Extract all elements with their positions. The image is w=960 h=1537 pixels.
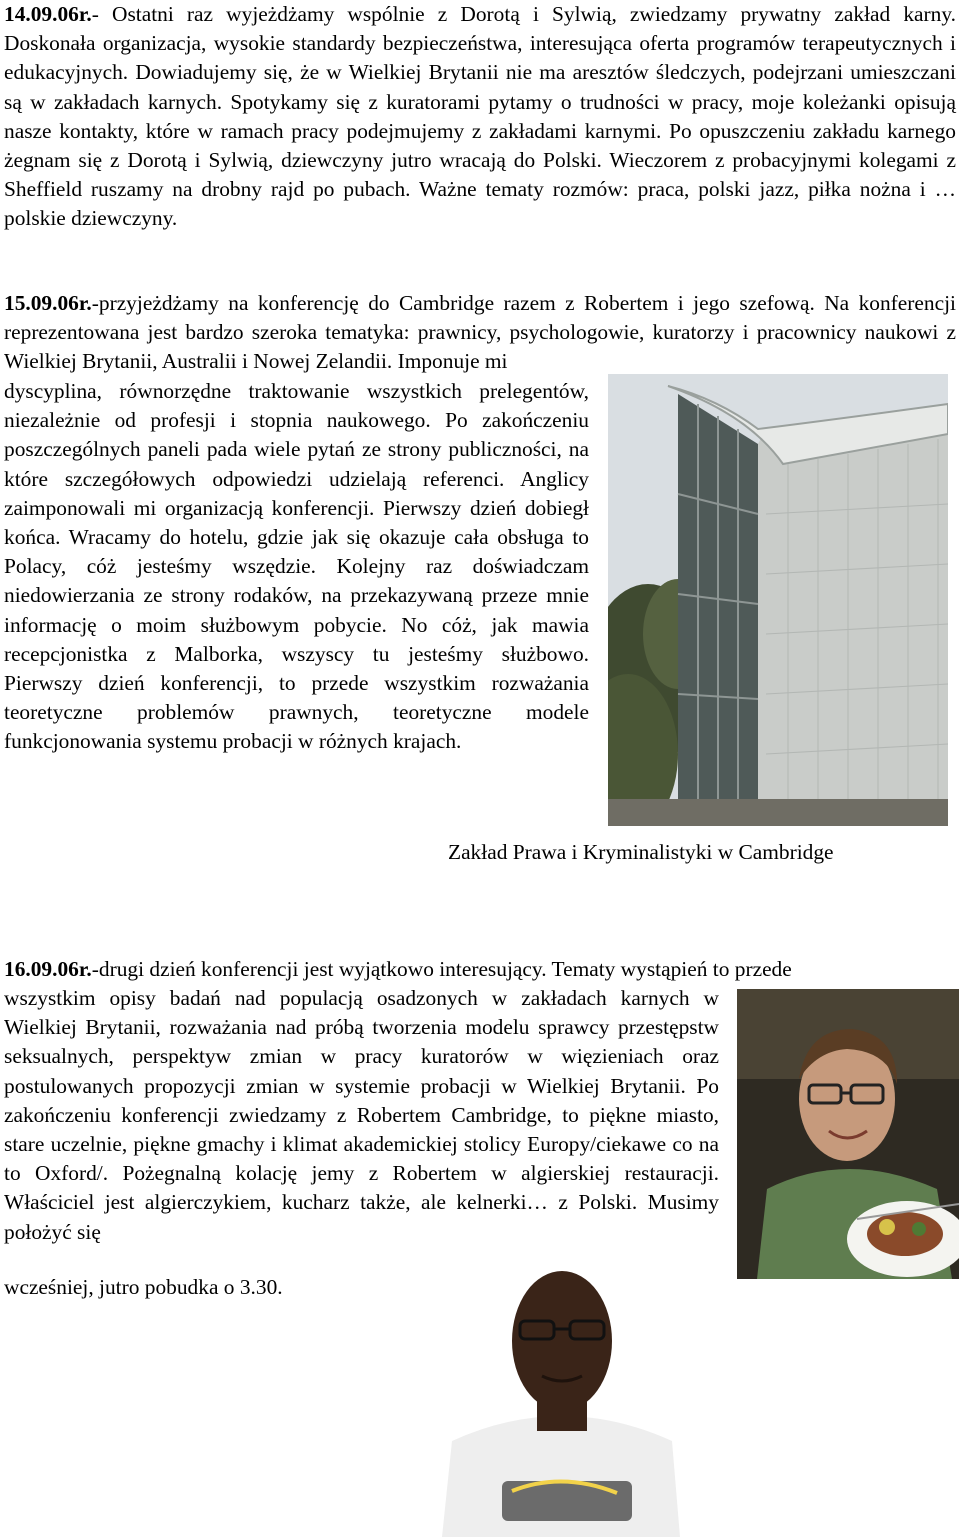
entry-16-09-continued	[4, 984, 719, 1247]
entry-date: 16.09.06r.	[4, 957, 92, 981]
entry-text: - Ostatni raz wyjeżdżamy wspólnie z Dorotą i Sylwią, zwiedzamy prywatny zakład karny. Doskonała organizacja, wysokie standardy bezpieczeństwa, interesująca oferta programów terapeutycznych i edukacyjnych. Dowiadujemy się, że w Wielkiej Brytanii nie ma aresztów śledczych, podejrzani umieszczani są w zakładach karnych. Spotykamy się z kuratorami pytamy o trudności w pracy, moje koleżanki opisują nasze kontakty, które w ramach pracy podejmujemy z zakładami karnymi. Po opuszczeniu zakładu karnego żegnam się z Dorotą i Sylwią, dziewczyny jutro wracają do Polski. Wieczorem z probacyjnymi kolegami z Sheffield ruszamy na drobny rajd po pubach. Ważne tematy rozmów: praca, polski jazz, piłka nożna i … polskie dziewczyny.	[4, 2, 956, 231]
entry-text: -drugi dzień konferencji jest wyjątkowo interesujący. Tematy wystąpień to przede	[91, 957, 792, 981]
entry-date: 14.09.06r.	[4, 2, 92, 26]
person-portrait-photo	[442, 1241, 680, 1537]
entry-date: 15.09.06r.	[4, 291, 92, 315]
entry-16-09	[4, 955, 956, 984]
entry-text-continued: dyscyplina, równorzędne traktowanie wszystkich prelegentów, niezależnie od profesji i stopnia naukowego. Po zakończeniu poszczególnych paneli pada wiele pytań ze strony publiczności, na które szczegółowych odpowiedzi udzielają referenci. Anglicy zaimponowali mi organizacją konferencji. Pierwszy dzień dobiegł końca. Wracamy do hotelu, gdzie jak się okazuje cała obsługa to Polacy, cóż jesteśmy wszędzie. Kolejny raz doświadczam niedowierzania ze strony rodaków, na przekazywaną przeze mnie informację o moim służbowym pobycie. No cóż, jak mawia recepcjonistka z Malborka, wszyscy tu jesteśmy służbowo. Pierwszy dzień konferencji, to przede wszystkim rozważania teoretyczne problemów prawnych, teoretyczne modele funkcjonowania systemu probacji w różnych krajach.	[4, 379, 589, 754]
entry-14-09	[4, 0, 956, 234]
entry-text: -przyjeżdżamy na konferencję do Cambridge razem z Robertem i jego szefową. Na konferencji reprezentowana jest bardzo szeroka tematyka: prawnicy, psychologowie, kuratorzy i pracownicy naukowi z Wielkiej Brytanii, Australii i Nowej Zelandii. Imponuje mi	[4, 291, 956, 374]
building-photo	[608, 374, 948, 826]
photo-caption: Zakład Prawa i Kryminalistyki w Cambridge	[448, 840, 834, 864]
entry-15-09	[4, 289, 956, 377]
entry-text-continued: wszystkim opisy badań nad populacją osadzonych w zakładach karnych w Wielkiej Brytanii, rozważania nad próbą tworzenia modelu sprawcy przestępstw seksualnych, perspektyw zmian w pracy kuratorów w więzieniach oraz postulowanych propozycji zmian w systemie probacji w Wielkiej Brytanii. Po zakończeniu konferencji zwiedzamy z Robertem Cambridge, to piękne miasto, stare uczelnie, piękne gmachy i klimat akademickiej stolicy Europy/ciekawe co na to Oxford/. Pożegnalną kolację jemy z Robertem w algierskiej restauracji. Właściciel jest algierczykiem, kucharz także, ale kelnerki… z Polski. Musimy położyć się	[4, 986, 719, 1244]
entry-16-09-end	[4, 1273, 434, 1302]
entry-text-end: wcześniej, jutro pobudka o 3.30.	[4, 1275, 283, 1299]
person-with-plate-photo	[737, 989, 959, 1279]
entry-15-09-continued	[4, 377, 589, 757]
